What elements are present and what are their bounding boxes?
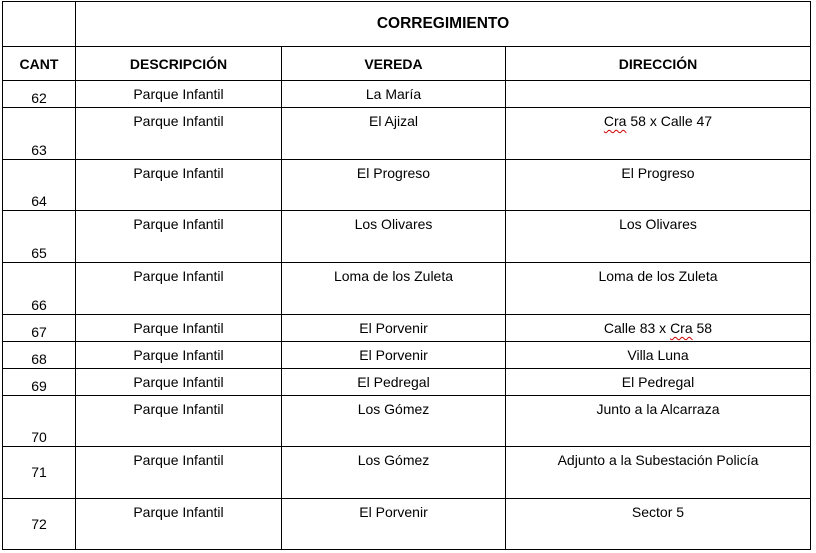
direccion-value: [506, 81, 810, 86]
cant-value: 63: [31, 142, 47, 158]
table-row: [3, 396, 811, 447]
cell-descripcion: [76, 211, 282, 263]
cell-cant: [3, 369, 76, 396]
cell-direccion: [506, 160, 811, 211]
cell-descripcion: [76, 396, 282, 447]
cant-value: 67: [31, 324, 47, 340]
cell-direccion: [506, 81, 811, 108]
cell-descripcion: [76, 160, 282, 211]
cell-vereda: [282, 263, 506, 315]
direccion-segment: Calle 83 x: [603, 320, 671, 336]
cell-cant: [3, 211, 76, 263]
table-row: [3, 342, 811, 369]
vereda-value: El Ajizal: [368, 113, 419, 129]
direccion-segment: El Pedregal: [621, 374, 695, 390]
cell-descripcion: [76, 369, 282, 396]
descripcion-value: Parque Infantil: [133, 165, 224, 181]
cell-vereda: [282, 81, 506, 108]
direccion-segment: El Progreso: [621, 165, 695, 181]
table-row: [3, 499, 811, 550]
header-vereda: VEREDA: [282, 47, 506, 81]
direccion-segment: Loma de los Zuleta: [598, 268, 718, 284]
direccion-value: [506, 396, 810, 417]
cell-cant: [3, 108, 76, 160]
direccion-value: [506, 315, 810, 336]
table-row: [3, 315, 811, 342]
cant-value: 65: [31, 245, 47, 261]
vereda-value: El Porvenir: [359, 504, 428, 520]
cell-descripcion: [76, 81, 282, 108]
spellcheck-word: Cra: [603, 113, 627, 129]
cant-value: 71: [31, 464, 47, 480]
cant-value: 64: [31, 193, 47, 209]
cell-direccion: [506, 499, 811, 550]
descripcion-value: Parque Infantil: [133, 216, 224, 232]
cell-cant: [3, 315, 76, 342]
direccion-value: [506, 108, 810, 129]
cell-cant: [3, 396, 76, 447]
descripcion-value: Parque Infantil: [133, 320, 224, 336]
cell-vereda: [282, 342, 506, 369]
vereda-value: El Pedregal: [357, 374, 430, 390]
descripcion-value: Parque Infantil: [133, 504, 224, 520]
header-direccion: DIRECCIÓN: [506, 47, 811, 81]
cell-cant: [3, 81, 76, 108]
cell-descripcion: [76, 108, 282, 160]
cell-cant: [3, 499, 76, 550]
cell-direccion: [506, 108, 811, 160]
cell-direccion: [506, 396, 811, 447]
cell-descripcion: [76, 499, 282, 550]
descripcion-value: Parque Infantil: [133, 86, 224, 102]
direccion-value: [506, 499, 810, 520]
vereda-value: El Progreso: [356, 165, 431, 181]
vereda-value: La María: [365, 86, 422, 102]
descripcion-value: Parque Infantil: [133, 347, 224, 363]
cell-cant: [3, 342, 76, 369]
descripcion-value: Parque Infantil: [133, 268, 224, 284]
direccion-value: [506, 342, 810, 363]
vereda-value: Los Gómez: [357, 452, 430, 468]
vereda-value: Loma de los Zuleta: [333, 268, 454, 284]
empty-corner-cell: [3, 2, 76, 47]
corregimiento-table: [2, 1, 811, 550]
cell-vereda: [282, 369, 506, 396]
direccion-segment: Sector 5: [631, 504, 685, 520]
descripcion-value: Parque Infantil: [133, 452, 224, 468]
cell-descripcion: [76, 315, 282, 342]
cell-vereda: [282, 499, 506, 550]
cell-vereda: [282, 315, 506, 342]
cant-value: 68: [31, 351, 47, 367]
cell-descripcion: [76, 342, 282, 369]
document-page: [2, 1, 811, 550]
cell-cant: [3, 447, 76, 499]
table-row: [3, 369, 811, 396]
cell-direccion: [506, 369, 811, 396]
cell-direccion: [506, 211, 811, 263]
cell-descripcion: [76, 447, 282, 499]
cant-value: 62: [31, 90, 47, 106]
table-row: [3, 263, 811, 315]
cant-value: 72: [31, 515, 47, 532]
direccion-value: [506, 160, 810, 181]
direccion-value: [506, 369, 810, 390]
cell-cant: [3, 160, 76, 211]
direccion-segment: Los Olivares: [619, 216, 697, 232]
table-title: CORREGIMIENTO: [76, 2, 811, 47]
cell-direccion: [506, 315, 811, 342]
direccion-segment: Adjunto a la Subestación Policía: [557, 452, 759, 468]
cant-value: 66: [31, 297, 47, 313]
direccion-segment: 58 x Calle 47: [626, 113, 713, 129]
cell-vereda: [282, 108, 506, 160]
cell-vereda: [282, 211, 506, 263]
cell-descripcion: [76, 263, 282, 315]
cell-cant: [3, 263, 76, 315]
vereda-value: Los Olivares: [354, 216, 433, 232]
vereda-value: El Porvenir: [359, 347, 428, 363]
descripcion-value: Parque Infantil: [133, 113, 224, 129]
header-descripcion: DESCRIPCIÓN: [76, 47, 282, 81]
direccion-value: [506, 211, 810, 232]
vereda-value: El Porvenir: [359, 320, 428, 336]
table-body: [3, 81, 811, 550]
table-row: [3, 108, 811, 160]
direccion-value: [506, 447, 810, 468]
direccion-segment: Junto a la Alcarraza: [596, 401, 720, 417]
cell-vereda: [282, 447, 506, 499]
direccion-segment: 58: [692, 320, 713, 336]
cell-vereda: [282, 396, 506, 447]
vereda-value: Los Gómez: [357, 401, 430, 417]
cell-direccion: [506, 263, 811, 315]
descripcion-value: Parque Infantil: [133, 374, 224, 390]
descripcion-value: Parque Infantil: [133, 401, 224, 417]
table-row: [3, 447, 811, 499]
cant-value: 69: [31, 378, 47, 394]
cell-vereda: [282, 160, 506, 211]
cant-value: 70: [31, 429, 47, 445]
table-row: [3, 211, 811, 263]
table-row: [3, 81, 811, 108]
cell-direccion: [506, 447, 811, 499]
direccion-value: [506, 263, 810, 284]
table-row: [3, 160, 811, 211]
direccion-segment: Villa Luna: [627, 347, 689, 363]
cell-direccion: [506, 342, 811, 369]
spellcheck-word: Cra: [670, 320, 693, 336]
header-cant: CANT: [3, 47, 76, 81]
